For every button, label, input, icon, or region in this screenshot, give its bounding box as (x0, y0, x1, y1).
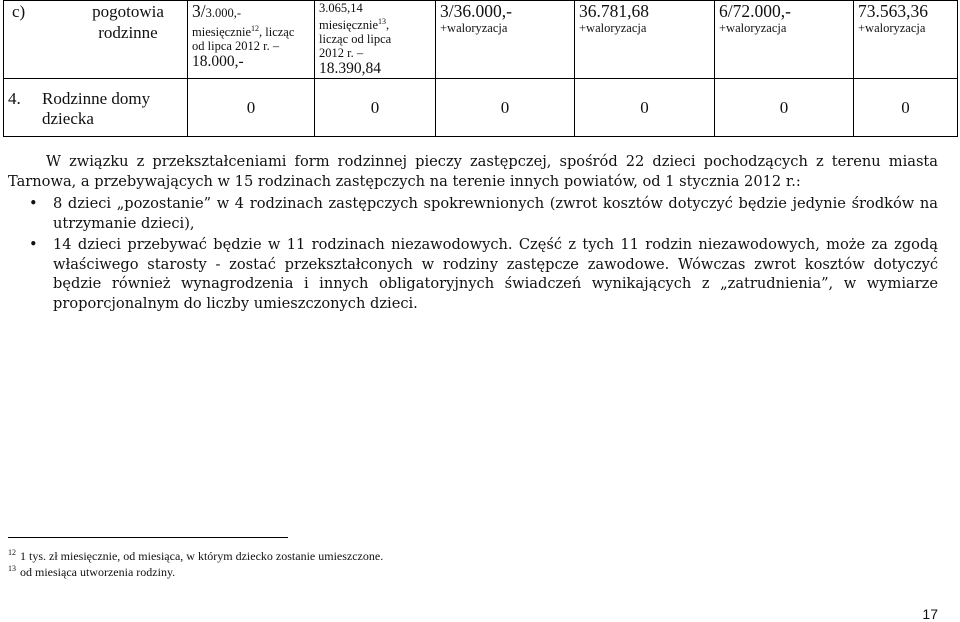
cell-zero: 0 (188, 79, 315, 137)
cell-note: +waloryzacja (579, 21, 647, 35)
cell-amount: 3.065,14 (319, 1, 363, 15)
footnote-13 (8, 562, 175, 579)
cell-amount: 18.000,- (192, 53, 244, 71)
cell-amount: 18.390,84 (319, 60, 381, 78)
footnote-separator (8, 537, 288, 538)
footnote-ref-13: 13 (378, 17, 386, 26)
cell-amount: 6/72.000,- (719, 1, 791, 21)
bullet-icon: • (29, 236, 38, 253)
row-label-4 (4, 79, 188, 137)
table-row-domy-dziecka (4, 79, 958, 137)
table-row-pogotowia (4, 1, 958, 79)
cell-text: , licząc (259, 25, 295, 40)
cell-zero: 0 (715, 79, 854, 137)
row-label-c (4, 1, 188, 79)
cell-amount: 73.563,36 (858, 1, 928, 21)
bullet-icon: • (29, 195, 38, 212)
cell-zero: 0 (436, 79, 575, 137)
cell-zero: 0 (315, 79, 436, 137)
page-number: 17 (922, 606, 938, 622)
footnote-ref-12: 12 (251, 24, 259, 33)
cell-zero: 0 (575, 79, 715, 137)
cell-text: miesięcznie (319, 18, 378, 33)
cell-c-col6 (715, 1, 854, 79)
bullet-list (8, 194, 938, 313)
footnote-text: 1 tys. zł miesięcznie, od miesiąca, w którym dziecko zostanie umieszczone. (20, 549, 384, 563)
cell-c-col3 (315, 1, 436, 79)
cell-c-col5 (575, 1, 715, 79)
row-number: c) (12, 2, 26, 21)
cell-amount: 3/36.000,- (440, 1, 512, 21)
cell-note: +waloryzacja (440, 21, 508, 35)
footnote-text: od miesiąca utworzenia rodziny. (20, 565, 176, 579)
row-number: 4. (8, 89, 21, 109)
cell-c-col7 (854, 1, 958, 79)
cell-note: +waloryzacja (858, 21, 926, 35)
footnote-number: 12 (8, 548, 16, 557)
cell-fraction: 3/ (192, 1, 206, 21)
row-label-text: Rodzinne domy dziecka (42, 89, 151, 129)
cell-text: licząc od lipca (319, 32, 392, 47)
row-label-text: pogotowia rodzinne (92, 2, 164, 42)
cell-text: miesięcznie (192, 25, 251, 40)
cell-c-col2 (188, 1, 315, 79)
list-item (8, 194, 938, 233)
cell-amount: 36.781,68 (579, 1, 649, 21)
list-item (8, 235, 938, 313)
cell-text: 2012 r. – (319, 46, 364, 61)
cell-note: +waloryzacja (719, 21, 787, 35)
cell-text: , (386, 18, 390, 33)
footnote-number: 13 (8, 564, 16, 573)
intro-paragraph: W związku z przekształceniami form rodzinnej pieczy zastępczej, spośród 22 dzieci pochodzących z terenu miasta Tarnowa, a przebywających w 15 rodzinach zastępczych na terenie innych powiatów, od 1 stycznia 2012 r.: (8, 153, 938, 190)
cell-text: od lipca 2012 r. – (192, 39, 280, 54)
funding-table (3, 0, 958, 137)
list-item-text: 8 dzieci „pozostanie” w 4 rodzinach zastępczych spokrewnionych (zwrot kosztów dotyczyć będzie jedynie środków na utrzymanie dzieci), (53, 195, 938, 232)
list-item-text: 14 dzieci przebywać będzie w 11 rodzinach niezawodowych. Część z tych 11 rodzin niezawodowych, może za zgodą właściwego starosty - zostać przekształconych w rodziny zastępcze zawodowe. Wówczas zwrot kosztów dotyczyć będzie również wynagrodzenia i innych obligatoryjnych świadczeń wynikających z „zatrudnienia”, w wymiarze proporcjonalnym do liczby umieszczonych dzieci. (53, 236, 938, 312)
footnote-12 (8, 546, 383, 563)
cell-c-col4 (436, 1, 575, 79)
cell-zero: 0 (854, 79, 958, 137)
cell-amount: 3.000,- (205, 6, 242, 20)
